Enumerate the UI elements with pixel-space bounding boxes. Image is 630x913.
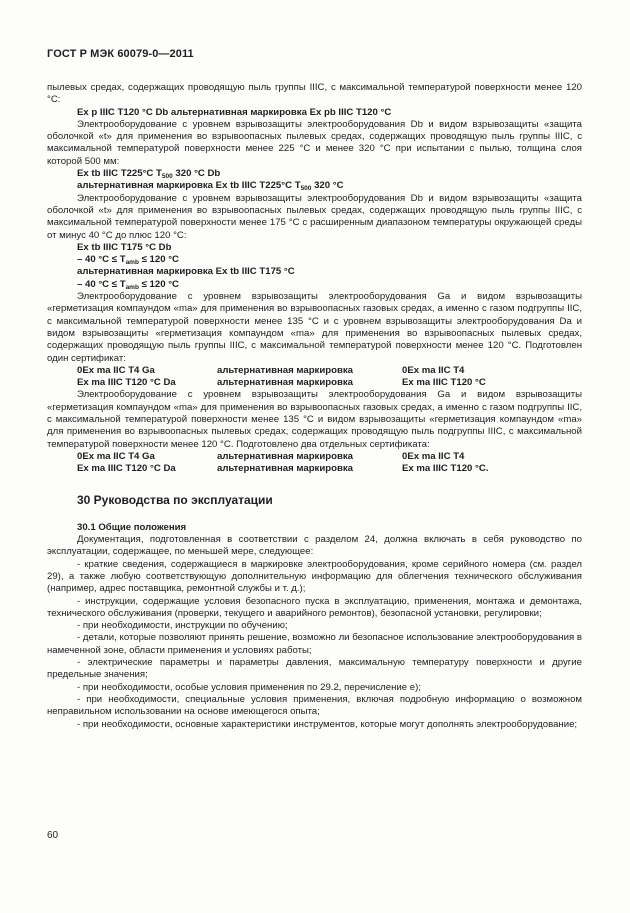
marking-cell: 0Ex ma IIC T4 Ga <box>77 364 155 376</box>
marking-cell: Ex ma IIIC T120 °C. <box>402 463 489 475</box>
marking-cell: альтернативная маркировка <box>217 377 354 389</box>
marking-table-2-row <box>47 451 582 463</box>
paragraph-5: Электрооборудование с уровнем взрывозащиты электрооборудования Ga и видом взрывозащиты «герметизация компаундом «ma» для применения во взрывоопасных газовых средах, а именно с газом подгруппы IIC, с максимальной температурой поверхности менее 135 °C и видом взрывозащиты «герметизация компаундом «ma» для применения во взрывоопасных пылевых средах, содержащих проводящую пыль подгруппы IIIC, с максимальной температурой поверхности менее 120 °C. Подготовлено два отдельных сертификата: <box>47 389 582 450</box>
marking-6: альтернативная маркировка Ex tb IIIC T175 °C <box>77 266 295 278</box>
paragraph-1: пылевых средах, содержащих проводящую пыль группы IIIC, с максимальной температурой поверхности менее 120 °C: <box>47 82 582 106</box>
paragraph-6: Документация, подготовленная в соответствии с разделом 24, должна включать в себя руководство по эксплуатации, содержащее, по меньшей мере, следующее: <box>47 534 582 558</box>
marking-cell: альтернативная маркировка <box>217 450 354 462</box>
list-item: - детали, которые позволяют принять решение, возможно ли безопасное использование электрооборудования в намеченной зоне, области применения и условиях работы; <box>47 632 582 656</box>
marking-cell: Ex ma IIIC T120 °C <box>402 377 486 389</box>
page-number: 60 <box>47 830 59 841</box>
marking-cell: альтернативная маркировка <box>217 364 354 376</box>
marking-cell: Ex ma IIIC T120 °C Da <box>77 463 176 475</box>
marking-1: Ex p IIIC T120 °C Db альтернативная маркировка Ex pb IIIC T120 °C <box>77 106 392 118</box>
marking-cell: альтернативная маркировка <box>217 463 354 475</box>
paragraph-3: Электрооборудование с уровнем взрывозащиты электрооборудования Db и видом взрывозащиты «защита оболочкой «t» для применения во взрывоопасных пылевых средах, содержащих проводящую пыль группы IIIC, с максимальной температурой поверхности менее 175 °C с расширенным диапазоном температуры окружающей среды от минус 40 °C до плюс 120 °C: <box>47 192 582 241</box>
marking-4: Ex tb IIIC T175 °C Db <box>77 241 172 253</box>
marking-2: Ex tb IIIC T225°C $T_{500}$ 320 °C Db <box>77 168 221 181</box>
marking-7: – 40 $^\circ C \le T_{amb} \le 120$ °C <box>77 278 179 291</box>
marking-table-2-row <box>47 463 582 475</box>
paragraph-2: Электрооборудование с уровнем взрывозащиты электрооборудования Db и видом взрывозащиты «защита оболочкой «t» для применения во взрывоопасных пылевых средах, содержащих проводящую пыль группы IIIC, с максимальной температурой поверхности менее 225 °C и менее 320 °C при испытании с пылью, толщина слоя которой 500 мм: <box>47 118 582 167</box>
marking-cell: Ex ma IIIC T120 °C Da <box>77 377 176 389</box>
marking-3: альтернативная маркировка Ex tb IIIC T225°C $T_{500}$ 320 °C <box>77 180 344 193</box>
marking-cell: 0Ex ma IIC T4 <box>402 450 465 462</box>
paragraph-4: Электрооборудование с уровнем взрывозащиты электрооборудования Ga и видом взрывозащиты «герметизация компаундом «ma» для применения во взрывоопасных газовых средах, а именно с газом подгруппы IIC, с максимальной температурой поверхности менее 135 °C и с уровнем взрывозащиты электрооборудования Da и видом взрывозащиты «герметизация компаундом «ma» для применения во взрывоопасных пылевых средах, содержащих проводящую пыль группы IIIC, с максимальной температурой поверхности менее 120 °C. Подготовлен один сертификат: <box>47 291 582 364</box>
list-item: - при необходимости, инструкции по обучению; <box>77 620 288 632</box>
list-item: - при необходимости, специальные условия применения, включая подробную информацию о возможном неправильном использовании на основе имеющегося опыта; <box>47 693 582 718</box>
marking-cell: 0Ex ma IIC T4 <box>402 364 465 376</box>
marking-table-1-row <box>47 365 582 377</box>
page-content <box>47 82 582 731</box>
list-item: - краткие сведения, содержащиеся в маркировке электрооборудования, кроме серийного номера (см. раздел 29), а также любую соответствующую дополнительную информацию для облегчения технического обслуживания (например, адрес поставщика, ремонтной службы и т. д.); <box>47 558 582 595</box>
section-title: 30 Руководства по эксплуатации <box>77 492 273 507</box>
list-item: - электрические параметры и параметры давления, максимальную температуру поверхности и другие предельные значения; <box>47 657 582 681</box>
list-item: - при необходимости, особые условия применения по 29.2, перечисление e); <box>77 681 421 693</box>
marking-table-1-row <box>47 377 582 389</box>
marking-5: – 40 $^\circ C \le T_{amb} \le 120$ °C <box>77 254 179 267</box>
list-item: - инструкции, содержащие условия безопасного пуска в эксплуатацию, применения, монтажа и демонтажа, технического обслуживания (проверки, текущего и аварийного ремонтов), безопасной установки, регулировки; <box>47 595 582 619</box>
list-item: - при необходимости, основные характеристики инструментов, которые могут дополнять электрооборудование; <box>77 718 578 730</box>
document-header: ГОСТ Р МЭК 60079-0—2011 <box>47 48 194 60</box>
subsection-title: 30.1 Общие положения <box>77 521 187 533</box>
marking-cell: 0Ex ma IIC T4 Ga <box>77 450 155 462</box>
